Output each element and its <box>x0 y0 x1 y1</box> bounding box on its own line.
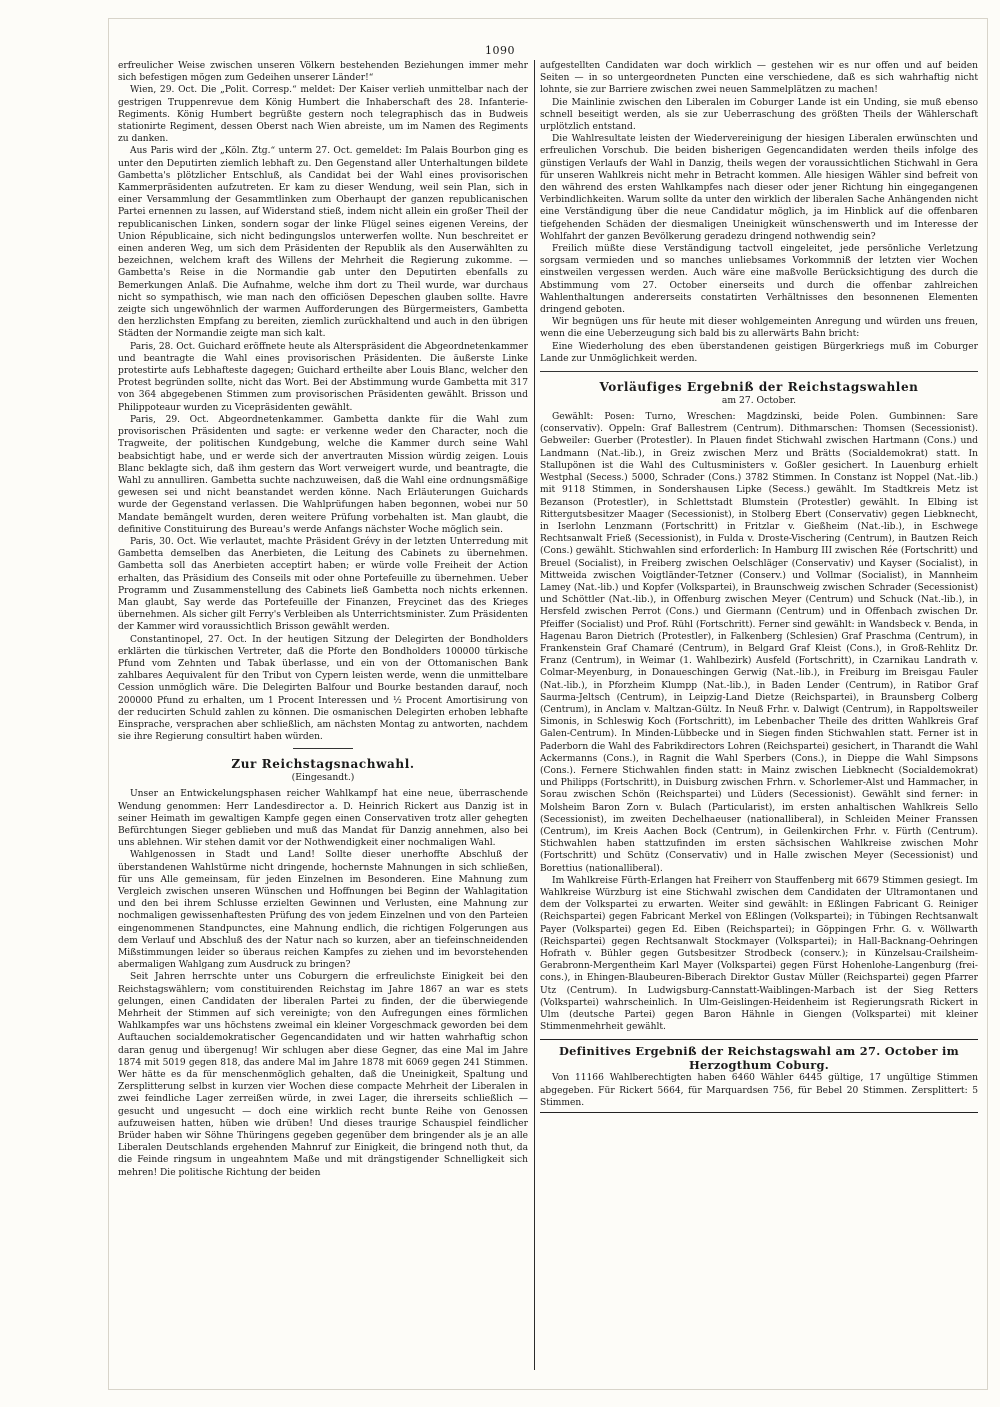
section-subtitle-date: am 27. October. <box>721 395 797 407</box>
right-column <box>540 60 978 1113</box>
news-item-wien: Wien, 29. Oct. Die „Polit. Corresp.“ meldet: Der Kaiser verlieh unmittelbar nach der gestrigen Truppenrevue dem König Humbert die Inhaberschaft des 28. Infanterie-Regiments. König Humbert begrüßte gestern noch telegraphisch das in Budweis stationirte Regiment, dessen Oberst nach Wien abreiste, um im Namen des Regiments zu danken. <box>118 85 528 145</box>
coburg-result-text: Von 11166 Wahlberechtigten haben 6460 Wähler 6445 gültige, 17 ungültige Stimmen abgegeben. Für Rickert 5664, für Marquardsen 756, für Bebel 20 Stimmen. Zersplittert: 5 Stimmen. <box>540 1073 978 1108</box>
coburg-result-title: Definitives Ergebniß der Reichstagswahl am 27. October im Herzogthum Coburg. <box>558 1044 960 1073</box>
column-divider <box>534 60 535 1370</box>
nachwahl-paragraph: Unser an Entwickelungsphasen reicher Wahlkampf hat eine neue, überraschende Wendung genommen: Herr Landesdirector a. D. Heinrich Rickert aus Danzig ist in seiner Heimath im gewaltigen Kampfe gegen einen Conservativen trotz aller gehegten Befürchtungen Sieger geblieben und muß das Mandat für Danzig annehmen, also bei uns ablehnen. Wir stehen damit vor der Nothwendigkeit einer nochmaligen Wahl. <box>118 789 528 849</box>
nachwahl-paragraph: Wir begnügen uns für heute mit dieser wohlgemeinten Anregung und würden uns freuen, wenn die eine Ueberzeugung sich bald bis zu allerwärts Bahn bricht: <box>540 317 978 340</box>
news-item-constantinopel: Constantinopel, 27. Oct. In der heutigen Sitzung der Delegirten der Bondholders erklärten die türkischen Vertreter, daß die Pforte den Bondholders 100000 türkische Pfund vom Zehnten und Tabak überlasse, und ein von der Ottomanischen Bank zahlbares Aequivalent für den Tribut von Cypern leisten werde, wenn die unmittelbare Cession unmöglich wäre. Die Delegirten Balfour und Bourke bestanden darauf, noch 200000 Pfund zu erhalten, um 1 Procent Interessen und ½ Procent Amortisirung von der reducirten Schuld zahlen zu können. Die osmanischen Delegirten erhoben lebhafte Einsprache, versprachen aber schließlich, am nächsten Montag zu antworten, nachdem sie ihre Regierung consultirt haben würden. <box>118 634 528 743</box>
left-column <box>118 60 528 1179</box>
section-title-nachwahl: Zur Reichstagsnachwahl. <box>231 757 415 772</box>
election-results-paragraph: Im Wahlkreise Fürth-Erlangen hat Freiherr von Stauffenberg mit 6679 Stimmen gesiegt. Im Wahlkreise Würzburg ist eine Stichwahl zwischen dem Candidaten der Ultramontanen und dem der Volkspartei zu erwarten. Weiter sind gewählt: in Eßlingen Fabricant G. Reiniger (Reichspartei) gegen Fabricant Merkel von Eßlingen (Volkspartei); in Tübingen Rechtsanwalt Payer (Volkspartei) gegen Ed. Eiben (Reichspartei); in Göppingen Frhr. G. v. Wöllwarth (Reichspartei) gegen Rechtsanwalt Stockmayer (Volkspartei); in Hall-Backnang-Oehringen Hofrath v. Bühler gegen Gutsbesitzer Strodbeck (conserv.); in Künzelsau-Crailsheim-Gerabronn-Mergentheim Karl Mayer (Volkspartei) gegen Fürst Hohenlohe-Langenburg (frei-cons.), in Ehingen-Blaubeuren-Biberach Direktor Gustav Müller (Reichspartei) gegen Pfarrer Utz (Centrum). In Ludwigsburg-Cannstatt-Waiblingen-Marbach ist der Sieg Retters (Volkspartei) wahrscheinlich. In Ulm-Geislingen-Heidenheim ist Regierungsrath Rickert in Ulm (deutsche Partei) gegen Baron Hähnle in Giengen (Volkspartei) mit kleiner Stimmenmehrheit gewählt. <box>540 875 978 1033</box>
nachwahl-paragraph: Wahlgenossen in Stadt und Land! Sollte dieser unerhoffte Abschluß der überstandenen Wahlstürme nicht dringende, hochernste Mahnungen in sich schließen, für uns Alle gemeinsam, für jeden Einzelnen im Besonderen. Eine Mahnung zum Vergleich zwischen unseren Wünschen und Hoffnungen bei Beginn der Wahlagitation und den bei ihrem Schlusse erzielten Gewinnen und Verlusten, eine Mahnung zur nochmaligen gewissenhaftesten Prüfung des von jedem Einzelnen und von den Parteien eingenommenen Standpunctes, eine Mahnung endlich, die richtigen Folgerungen aus dem Verlauf und Abschluß des der Natur nach so kurzen, aber an tiefeinschneidenden Mißstimmungen leider so überaus reichen Kampfes zu ziehen und im bevorstehenden abermaligen Wahlgang zum Ausdruck zu bringen? <box>118 850 528 971</box>
nachwahl-paragraph: Die Wahlresultate leisten der Wiedervereinigung der hiesigen Liberalen erwünschten und erfreulichen Vorschub. Die beiden bisherigen Gegencandidaten werden theils infolge des günstigen Verlaufs der Wahl in Danzig, theils wegen der voraussichtlichen Stichwahl in Gera für unseren Wahlkreis nicht mehr in Betracht kommen. Alle hiesigen Wähler sind befreit von den während des ersten Wahlkampfes nach dieser oder jener Richtung hin eingegangenen Verbindlichkeiten. Warum sollte da unter den wirklich der liberalen Sache Anhängenden nicht eine Verständigung über die neue Candidatur möglich, ja im Hinblick auf die offenbaren tiefgehenden Schäden der diesmaligen Uneinigkeit wünschenswerth und im Interesse der Wohlfahrt der ganzen Bevölkerung geradezu dringend nothwendig sein? <box>540 134 978 242</box>
nachwahl-paragraph: Seit Jahren herrschte unter uns Coburgern die erfreulichste Einigkeit bei den Reichstagswählern; vom constituirenden Reichstag im Jahre 1867 an war es stets gelungen, einen Candidaten der liberalen Partei zu finden, der die überwiegende Mehrheit der Stimmen auf sich vereinigte; von den Aufregungen eines förmlichen Wahlkampfes war uns höchstens zweimal ein kleiner Vorgeschmack geworden bei dem Auftauchen socialdemokratischer Gegencandidaten und wir hatten wahrhaftig schon daran genug und übergenug! Wir schlugen aber diese Gegner, das eine Mal im Jahre 1874 mit 5019 gegen 818, das andere Mal im Jahre 1878 mit 6069 gegen 241 Stimmen. Wer hätte es da für menschenmöglich gehalten, daß die Uneinigkeit, Spaltung und Zersplitterung selbst in kurzen vier Wochen diese compacte Mehrheit der Liberalen in zwei feindliche Lager zerreißen würde, in zwei Lager, die ihrerseits schließlich — gesucht und ungesucht — doch eine wirklich recht bunte Reihe von Genossen aufzuweisen hatten, hüben wie drüben! Und dieses traurige Schauspiel feindlicher Brüder haben wir Söhne Thüringens gegeben gegenüber dem bringender als je an alle Liberalen Deutschlands ergehenden Mahnruf zur Einigkeit, die bringend noth thut, da die Feinde ringsum in ungeahntem Maße und mit drängstigender Schnelligkeit sich mehren! Die politische Richtung der beiden <box>118 972 528 1178</box>
section-divider <box>540 371 978 372</box>
nachwahl-paragraph: Freilich müßte diese Verständigung tactvoll eingeleitet, jede persönliche Verletzung sorgsam vermieden und so manches unliebsames Vorkommniß der letzten vier Wochen einstweilen vergessen werden. Auch wäre eine maßvolle Berücksichtigung des durch die Abstimmung vom 27. October einerseits und durch die offenbar zahlreichen Wahlenthaltungen andererseits constatirten Verhältnisses den besonnenen Elementen dringend geboten. <box>540 244 978 316</box>
section-subtitle-eingesandt: (Eingesandt.) <box>291 772 355 784</box>
news-item-paris-28: Paris, 28. Oct. Guichard eröffnete heute als Alterspräsident die Abgeordnetenkammer und beantragte die Wahl eines provisorischen Präsidenten. Die äußerste Linke protestirte aufs Lebhafteste dagegen; Guichard ertheilte aber Louis Blanc, welcher den Protest begründen sollte, nicht das Wort. Bei der Abstimmung wurde Gambetta mit 317 von 364 abgegebenen Stimmen zum provisorischen Präsidenten gewählt. Brisson und Philippoteaur wurden zu Vicepräsidenten gewählt. <box>118 341 528 413</box>
news-item-paris-30: Paris, 30. Oct. Wie verlautet, machte Präsident Grévy in der letzten Unterredung mit Gambetta demselben das Anerbieten, die Leitung des Cabinets zu übernehmen. Gambetta soll das Anerbieten acceptirt haben; er würde volle Freiheit der Action erhalten, das Präsidium des Conseils mit oder ohne Portefeuille zu übernehmen. Ueber Programm und Zusammenstellung des Cabinets ließ Gambetta noch nichts erkennen. Man glaubt, Say werde das Portefeuille der Finanzen, Freycinet das des Krieges übernehmen. Als sicher gilt Ferry's Verbleiben als Unterrichtsminister. Zum Präsidenten der Kammer wird voraussichtlich Brisson gewählt werden. <box>118 536 528 633</box>
news-item-paris-koeln: Aus Paris wird der „Köln. Ztg.“ unterm 27. Oct. gemeldet: Im Palais Bourbon ging es unter den Deputirten ziemlich lebhaft zu. Den Gegenstand aller Unterhaltungen bildete Gambetta's plötzlicher Entschluß, als Candidat bei der Wahl eines provisorischen Kammerpräsidenten aufzutreten. Er kam zu dieser Wendung, weil sein Plan, sich in einer Versammlung der Gesammtlinken zum Oberhaupt der ganzen republicanischen Partei ernennen zu lassen, auf Widerstand stieß, indem nicht allein ein großer Theil der republicanischen Linken, sondern sogar der linke Flügel seines eigenen Vereins, der Union Républicaine, sich nicht bedingungslos unterwerfen wollte. Nun beschreitet er einen anderen Weg, um sich dem Präsidenten der Republik als den Auserwählten zu bezeichnen, welchem kraft des Willens der Mehrheit die Regierung zukomme. — Gambetta's Reise in die Normandie gab unter den Deputirten ebenfalls zu Bemerkungen Anlaß. Die Aufnahme, welche ihm dort zu Theil wurde, war durchaus nicht so sympathisch, wie man nach den officiösen Depeschen glauben sollte. Havre zeigte sich ungewöhnlich der warmen Aufforderungen des Bürgermeisters, Gambetta den herzlichsten Empfang zu bereiten, ziemlich zurückhaltend und auch in den übrigen Städten der Normandie zeigte man sich kalt. <box>118 146 528 340</box>
coburg-result-box <box>540 1039 978 1113</box>
section-title-ergebniss: Vorläufiges Ergebniß der Reichstagswahlen <box>599 380 919 395</box>
nachwahl-paragraph: Die Mainlinie zwischen den Liberalen im Coburger Lande ist ein Unding, sie muß ebenso schnell beseitigt werden, als sie zur Ueberraschung des größten Theils der Wählerschaft urplötzlich entstand. <box>540 97 978 133</box>
article-continuation: erfreulicher Weise zwischen unseren Völkern bestehenden Beziehungen immer mehr sich befestigen mögen zum Gedeihen unserer Länder!“ <box>118 61 528 84</box>
news-item-paris-29: Paris, 29. Oct. Abgeordnetenkammer. Gambetta dankte für die Wahl zum provisorischen Präsidenten und sagte: er verkenne weder den Character, noch die Tragweite, der politischen Kundgebung, welche die Kammer durch seine Wahl beabsichtigt habe, und er werde sich der anvertrauten Mission würdig zeigen. Louis Blanc beklagte sich, daß ihm gestern das Wort verweigert wurde, und beantragte, die Wahl zu annulliren. Gambetta suchte nachzuweisen, daß die Wahl eine ordnungsmäßige gewesen sei und nicht beanstandet werden könne. Nach Erläuterungen Guichards wurde der Gegenstand verlassen. Die Wahlprüfungen haben begonnen, wobei nur 50 Mandate bemängelt wurden, deren weitere Prüfung vorbehalten ist. Man glaubt, die definitive Constituirung des Bureau's werde Anfangs nächster Woche möglich sein. <box>118 414 528 535</box>
section-divider <box>293 748 353 749</box>
page-number: 1090 <box>485 44 515 57</box>
election-results-paragraph: Gewählt: Posen: Turno, Wreschen: Magdzinski, beide Polen. Gumbinnen: Sare (conservativ). Oppeln: Graf Ballestrem (Centrum). Dithmarschen: Thomsen (Secessionist). Gebweiler: Guerber (Protestler). In Plauen findet Stichwahl zwischen Hartmann (Cons.) und Landmann (Nat.-lib.), in Greiz zwischen Merz und Brätts (Socialdemokrat) statt. In Stallupönen ist die Wahl des Cultusministers v. Goßler gesichert. In Lauenburg erhielt Westphal (Secess.) 5000, Schrader (Cons.) 3782 Stimmen. In Constanz ist Noppel (Nat.-lib.) mit 9118 Stimmen, in Sondershausen Lipke (Secess.) gewählt. Im Stadtkreis Metz ist Bezanson (Protestler), in Schlettstadt Blumstein (Protestler) gewählt. In Elbing ist Rittergutsbesitzer Maager (Secessionist), in Stolberg Ebert (Conservativ) gegen Liebknecht, in Iserlohn Lenzmann (Fortschritt) in Fritzlar v. Gießheim (Nat.-lib.), in Eschwege Rechtsanwalt Frieß (Secessionist), in Fulda v. Droste-Vischering (Centrum), in Bautzen Reich (Cons.) gewählt. Stichwahlen sind erforderlich: In Hamburg III zwischen Rée (Fortschritt) und Breuel (Socialist), in Freiberg zwischen Oelschläger (Conservativ) und Kayser (Socialist), in Mittweida zwischen Voigtländer-Tetzner (Conserv.) und Vollmar (Socialist), in Mannheim Lamey (Nat.-lib.) und Kopfer (Volkspartei), in Braunschweig zwischen Schrader (Secessionist) und Schöttler (Nat.-lib.), in Offenburg zwischen Meyer (Centrum) und Schuck (Nat.-lib.), in Hersfeld zwischen Perrot (Cons.) und Giermann (Centrum) und in Offenbach zwischen Dr. Pfeiffer (Socialist) und Prof. Rühl (Fortschritt). Ferner sind gewählt: in Wandsbeck v. Benda, in Hagenau Baron Dietrich (Protestler), in Falkenberg (Schlesien) Graf Praschma (Centrum), in Frankenstein Graf Chamaré (Centrum), in Belgard Graf Kleist (Cons.), in Groß-Rehlitz Dr. Franz (Centrum), in Weimar (1. Wahlbezirk) Ausfeld (Fortschritt), in Czarnikau Landrath v. Colmar-Meyenburg, in Donaueschingen Gerwig (Nat.-lib.), in Freiburg im Breisgau Fauler (Nat.-lib.), in Pforzheim Klumpp (Nat.-lib.), in Baden Lender (Centrum), in Ratibor Graf Saurma-Jeltsch (Centrum), in Leipzig-Land Dietze (Reichspartei), in Braunsberg Colberg (Centrum), in Anclam v. Maltzan-Gültz. In Neuß Frhr. v. Dalwigt (Centrum), in Rappoltsweiler Simonis, in Schleswig Koch (Fortschritt), im Lebenbacher Theile des dritten Wahlkreis Graf Galen-Centrum). In Minden-Lübbecke und in Siegen finden Stichwahlen statt. Ferner ist in Paderborn die Wahl des Fabrikdirectors Lohren (Reichspartei) gesichert, in Tharandt die Wahl Ackermanns (Cons.), in Ragnit die Wahl Sperbers (Cons.), in Dieppe die Wahl Simpsons (Cons.). Fernere Stichwahlen finden statt: in Mainz zwischen Liebknecht (Socialdemokrat) und Philipps (Fortschritt), in Duisburg zwischen Frhrn. v. Schorlemer-Alst und Hammacher, in Sorau zwischen Schön (Reichspartei) und Lüders (Secessionist). Gewählt sind ferner: in Molsheim Baron Zorn v. Bulach (Particularist), im ersten anhaltischen Wahlkreis Sello (Secessionist), im zweiten Dechelhaeuser (nationalliberal), in Schleiden Meiner Franssen (Centrum), im Kreis Aachen Bock (Centrum), in Geilenkirchen Frhr. v. Fürth (Centrum). Stichwahlen haben stattzufinden im ersten sächsischen Wahlkreise zwischen Mohr (Fortschritt) und Schütz (Conservativ) und in Halle zwischen Meyer (Secessionist) und Borettius (nationalliberal). <box>540 412 978 874</box>
nachwahl-paragraph: Eine Wiederholung des eben überstandenen geistigen Bürgerkriegs muß im Coburger Lande zur Unmöglichkeit werden. <box>540 341 978 364</box>
nachwahl-continuation: aufgestellten Candidaten war doch wirklich — gestehen wir es nur offen und auf beiden Seiten — in so untergeordneten Puncten eine verschiedene, daß es sich wahrhaftig nicht lohnte, sie zur Barriere zwischen zwei neuen Sammelplätzen zu machen! <box>540 61 978 96</box>
